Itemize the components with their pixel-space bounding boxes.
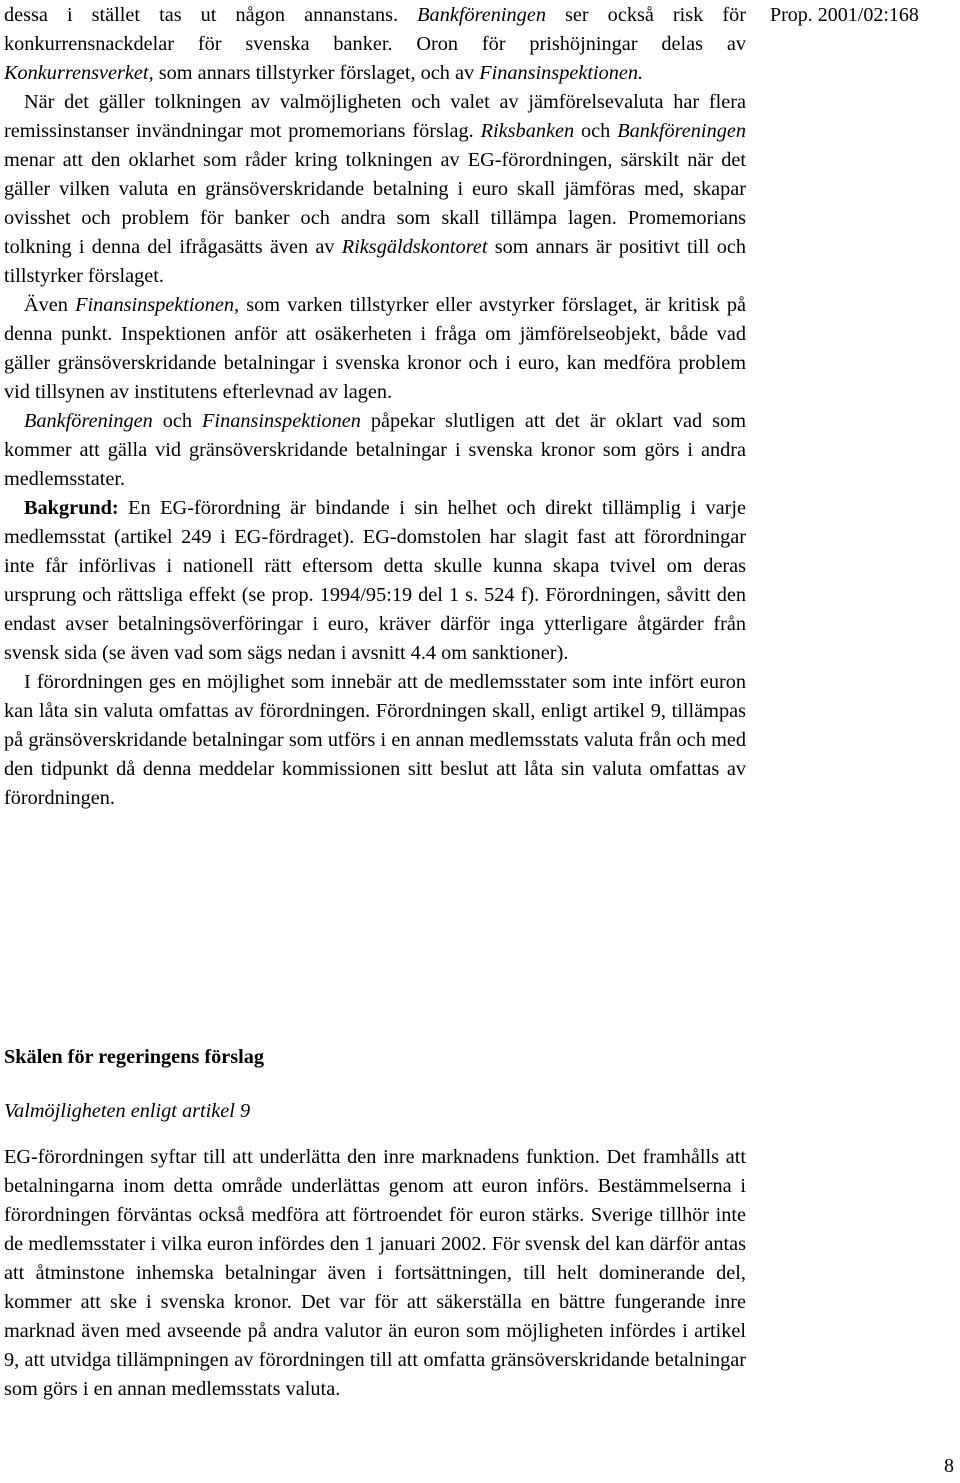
- paragraph-slutligen: [4, 407, 746, 494]
- text-run: Även: [24, 294, 76, 316]
- italic-reference: Bankföreningen: [417, 4, 546, 26]
- text-run: och: [574, 120, 618, 142]
- bold-label: Bakgrund:: [24, 497, 119, 519]
- italic-reference: Finansinspektionen.: [479, 62, 644, 84]
- body-text-bottom: [4, 1143, 746, 1404]
- italic-reference: Riksgäldskontoret: [341, 236, 488, 258]
- text-run: EG-förordningen syftar till att underlätta den inre marknadens funktion. Det framhålls att betalningarna inom detta område underlättas genom att euron införs. Bestämmelserna i förordningen förväntas också medföra att förtroendet för euron stärks. Sverige tillhör inte de medlemsstater i vilka euron infördes den 1 januari 2002. För svensk del kan därför antas att åtminstone inhemska betalningar även i fortsättningen, till helt dominerande del, kommer att ske i svenska kronor. Det var för att säkerställa en bättre fungerande inre marknad även med avseende på andra valutor än euron som möjligheten infördes i artikel 9, att utvidga tillämpningen av förordningen till att omfatta gränsöverskridande betalningar som görs i en annan medlemsstats valuta.: [4, 1146, 746, 1400]
- section-subheading: Valmöjligheten enligt artikel 9: [4, 1100, 251, 1122]
- text-run: dessa i stället tas ut någon annanstans.: [4, 4, 418, 26]
- text-run: , som varken tillstyrker eller avstyrker förslaget, är kritisk på denna punkt. Inspektionen anför att osäkerheten i fråga om jämförelseobjekt, både vad gäller gränsöverskridande betalningar i svenska kronor och i euro, kan medföra problem vid tillsynen av institutens efterlevnad av lagen.: [4, 294, 746, 403]
- text-run: menar att den oklarhet som råder kring tolkningen av EG-förordningen, särskilt när det gäller vilken valuta en gränsöverskridande betalning i euro skall jämföras med, skapar ovisshet och problem för banker och andra som skall tillämpa lagen. Promemorians tolkning i denna del ifrågasätts även av: [4, 149, 746, 258]
- paragraph-finansinspektionen-kritisk: [4, 291, 746, 407]
- italic-reference: Finansinspektionen: [202, 410, 361, 432]
- paragraph-jamforelsevaluta: [4, 88, 746, 291]
- italic-reference: Bankföreningen: [617, 120, 746, 142]
- text-run: ser också risk för konkurrensnackdelar för svenska banker. Oron för prishöjningar delas av: [4, 4, 746, 55]
- text-run: och: [152, 410, 203, 432]
- italic-reference: Konkurrensverket: [4, 62, 149, 84]
- text-run: När det gäller tolkningen av valmöjligheten och valet av jämförelsevaluta har flera remissinstanser invändningar mot promemorians förslag.: [4, 91, 746, 142]
- text-run: påpekar slutligen att det är oklart vad som kommer att gälla vid gränsöverskridande betalningar i svenska kronor som görs i andra medlemsstater.: [4, 410, 746, 490]
- section-heading: Skälen för regeringens förslag: [4, 1046, 265, 1068]
- text-run: som annars är positivt till och tillstyrker förslaget.: [4, 236, 746, 287]
- text-run: I förordningen ges en möjlighet som innebär att de medlemsstater som inte infört euron kan låta sin valuta omfattas av förordningen. Förordningen skall, enligt artikel 9, tillämpas på gränsöverskridande betalningar som utförs i en annan medlemsstats valuta från och med den tidpunkt då denna meddelar kommissionen sitt beslut att låta sin valuta omfattas av förordningen.: [4, 671, 746, 809]
- italic-reference: Finansinspektionen: [75, 294, 234, 316]
- paragraph-inre-marknaden: [4, 1143, 746, 1404]
- paragraph-bakgrund: [4, 494, 746, 668]
- page-number: 8: [944, 1455, 954, 1477]
- italic-reference: Bankföreningen: [24, 410, 153, 432]
- text-run: , som annars tillstyrker förslaget, och av: [148, 62, 480, 84]
- paragraph-bankforeningen-risk: [4, 1, 746, 88]
- italic-reference: Riksbanken: [480, 120, 575, 142]
- proposition-reference: Prop. 2001/02:168: [770, 4, 919, 26]
- text-run: En EG-förordning är bindande i sin helhet och direkt tillämplig i varje medlemsstat (artikel 249 i EG-fördraget). EG-domstolen har slagit fast att förordningar inte får införlivas i nationell rätt eftersom detta skulle kunna skapa tvivel om deras ursprung och rättsliga effekt (se prop. 1994/95:19 del 1 s. 524 f). Förordningen, såvitt den endast avser betalningsöverföringar i euro, kräver därför inga ytterligare åtgärder från svensk sida (se även vad som sägs nedan i avsnitt 4.4 om sanktioner).: [4, 497, 746, 664]
- body-text-top: [4, 1, 746, 813]
- paragraph-mojlighet: [4, 668, 746, 813]
